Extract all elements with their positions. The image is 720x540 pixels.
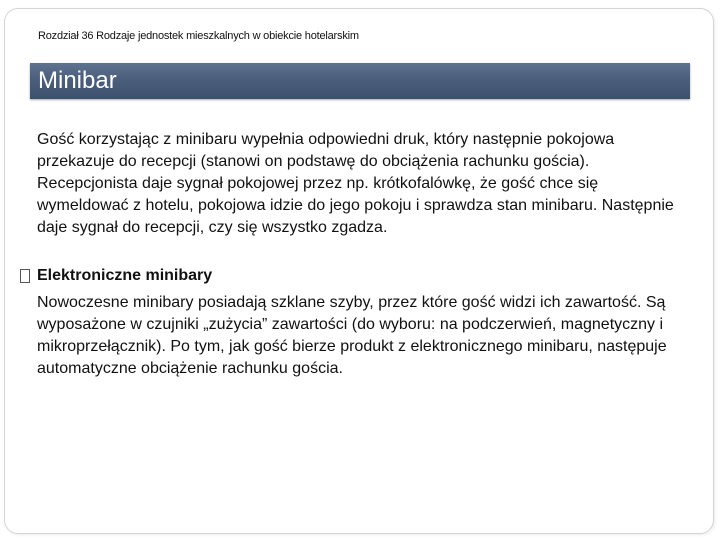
paragraph-minibar-procedure: Gość korzystając z minibaru wypełnia odpowiedni druk, który następnie pokojowa przekazuje do recepcji (stanowi on podstawę do obciążenia rachunku gościa). Recepcjonista daje sygnał pokojowej przez np. krótkofalówkę, że gość chce się wymeldować z hotelu, pokojowa idzie do jego pokoju i sprawdza stan minibaru. Następnie daje sygnał do recepcji, czy się wszystko zgadza. [37,131,674,236]
chapter-header: Rozdział 36 Rodzaje jednostek mieszkalnych w obiekcie hotelarskim [38,30,359,42]
bullet-heading: Elektroniczne minibary [37,267,213,284]
title-bar [30,63,690,99]
slide-title: Minibar [38,67,117,94]
bullet-item [20,266,212,286]
paragraph-electronic-minibars: Nowoczesne minibary posiadają szklane szyby, przez które gość widzi ich zawartość. Są wyposażone w czujniki „zużycia” zawartości (do wyboru: na podczerwień, magnetyczny i mikroprzełącznik). Po tym, jak gość bierze produkt z elektronicznego minibaru, następuje automatyczne obciążenie rachunku gościa. [37,294,667,377]
square-bullet-icon [20,269,30,283]
